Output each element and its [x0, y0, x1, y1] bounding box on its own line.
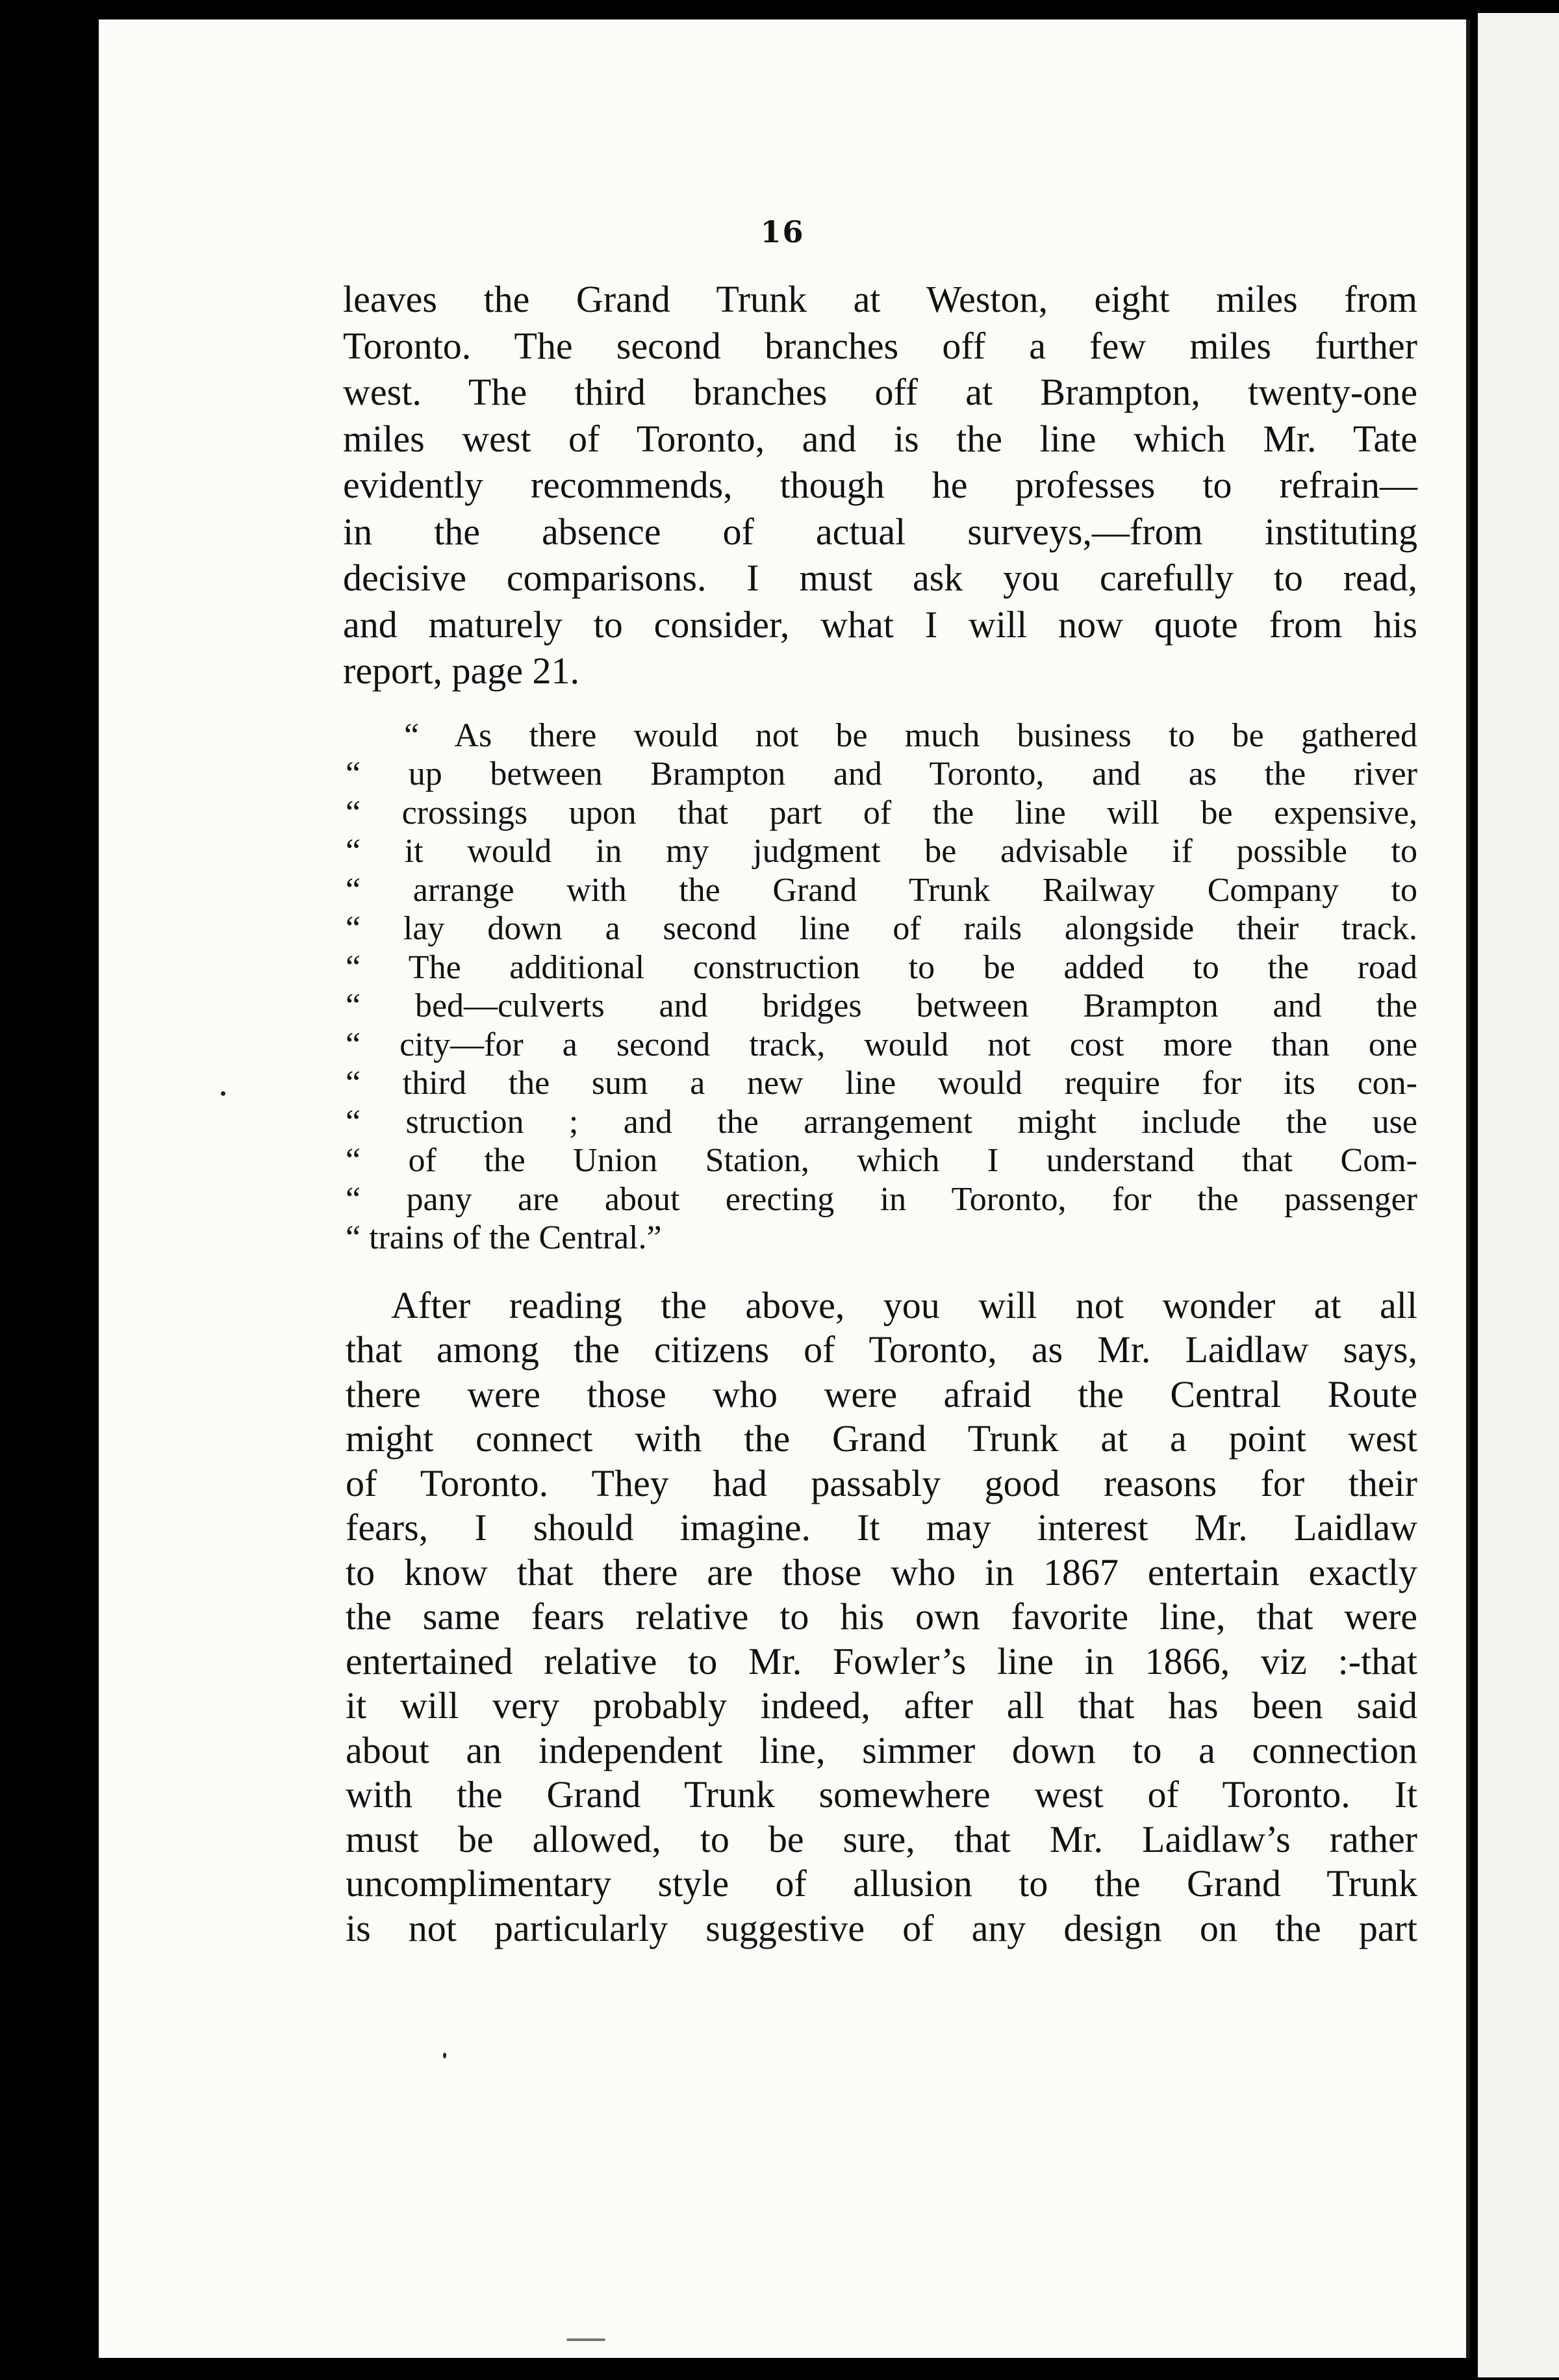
quote-line: “ up between Brampton and Toronto, and as the river: [346, 755, 1417, 792]
text-line: evidently recommends, though he professes to refrain—: [343, 464, 1417, 506]
quote-line: “ it would in my judgment be advisable if possible to: [346, 833, 1417, 870]
text-line: of Toronto. They had passably good reasons for their: [346, 1462, 1417, 1504]
page-number: 16: [760, 214, 805, 249]
quote-line: “ struction ; and the arrangement might include the use: [346, 1103, 1417, 1141]
text-line: there were those who were afraid the Central Route: [346, 1373, 1417, 1415]
quote-line: “ As there would not be much business to be gathered: [404, 716, 1417, 754]
quote-line: “ crossings upon that part of the line will be expensive,: [346, 794, 1417, 831]
text-line: with the Grand Trunk somewhere west of Toronto. It: [346, 1773, 1417, 1816]
quote-line: “ The additional construction to be added to the road: [346, 948, 1417, 986]
page-text: [343, 276, 1417, 1951]
quote-line: “ third the sum a new line would require for its con-: [346, 1065, 1417, 1102]
text-line: leaves the Grand Trunk at Weston, eight miles from: [343, 278, 1417, 320]
scan-speck: [566, 2338, 605, 2341]
block-quote: [346, 716, 1417, 1258]
text-line: report, page 21.: [343, 650, 579, 692]
text-line: must be allowed, to be sure, that Mr. Laidlaw’s rather: [346, 1817, 1417, 1860]
text-line: about an independent line, simmer down to a connection: [346, 1728, 1417, 1771]
opening-paragraph: [343, 276, 1417, 694]
quote-line: “ arrange with the Grand Trunk Railway Company to: [346, 871, 1417, 909]
text-line: uncomplimentary style of allusion to the Grand Trunk: [346, 1862, 1417, 1905]
text-line: in the absence of actual surveys,—from instituting: [343, 510, 1417, 553]
text-line: Toronto. The second branches off a few miles further: [343, 324, 1417, 367]
text-line: is not particularly suggestive of any design on the part: [346, 1906, 1417, 1949]
text-line: and maturely to consider, what I will now quote from his: [343, 603, 1417, 646]
quote-line: “ pany are about erecting in Toronto, for the passenger: [346, 1180, 1417, 1218]
quote-line: “ city—for a second track, would not cost more than one: [346, 1026, 1417, 1063]
scan-speck: [443, 2053, 446, 2058]
text-line: it will very probably indeed, after all that has been said: [346, 1684, 1417, 1727]
quote-line: “ of the Union Station, which I understand that Com-: [346, 1142, 1417, 1179]
book-page: [99, 19, 1470, 2358]
scan-speck: [221, 1091, 225, 1096]
quote-line: “ trains of the Central.”: [346, 1219, 662, 1256]
text-line: miles west of Toronto, and is the line which Mr. Tate: [343, 417, 1417, 460]
text-line: that among the citizens of Toronto, as Mr. Laidlaw says,: [346, 1328, 1417, 1371]
text-line: might connect with the Grand Trunk at a point west: [346, 1417, 1417, 1460]
text-line: decisive comparisons. I must ask you carefully to read,: [343, 557, 1417, 599]
adjacent-page-edge: [1478, 13, 1559, 2377]
text-line: west. The third branches off at Brampton, twenty-one: [343, 371, 1417, 413]
quote-line: “ bed—culverts and bridges between Brampton and the: [346, 987, 1417, 1024]
text-line: fears, I should imagine. It may interest Mr. Laidlaw: [346, 1506, 1417, 1549]
text-line: entertained relative to Mr. Fowler’s line in 1866, viz :-that: [346, 1639, 1417, 1682]
text-line: to know that there are those who in 1867 entertain exactly: [346, 1551, 1417, 1593]
quote-line: “ lay down a second line of rails alongside their track.: [346, 910, 1417, 947]
text-line: After reading the above, you will not wonder at all: [391, 1284, 1417, 1326]
closing-paragraph: [346, 1284, 1417, 1951]
text-line: the same fears relative to his own favorite line, that were: [346, 1595, 1417, 1638]
